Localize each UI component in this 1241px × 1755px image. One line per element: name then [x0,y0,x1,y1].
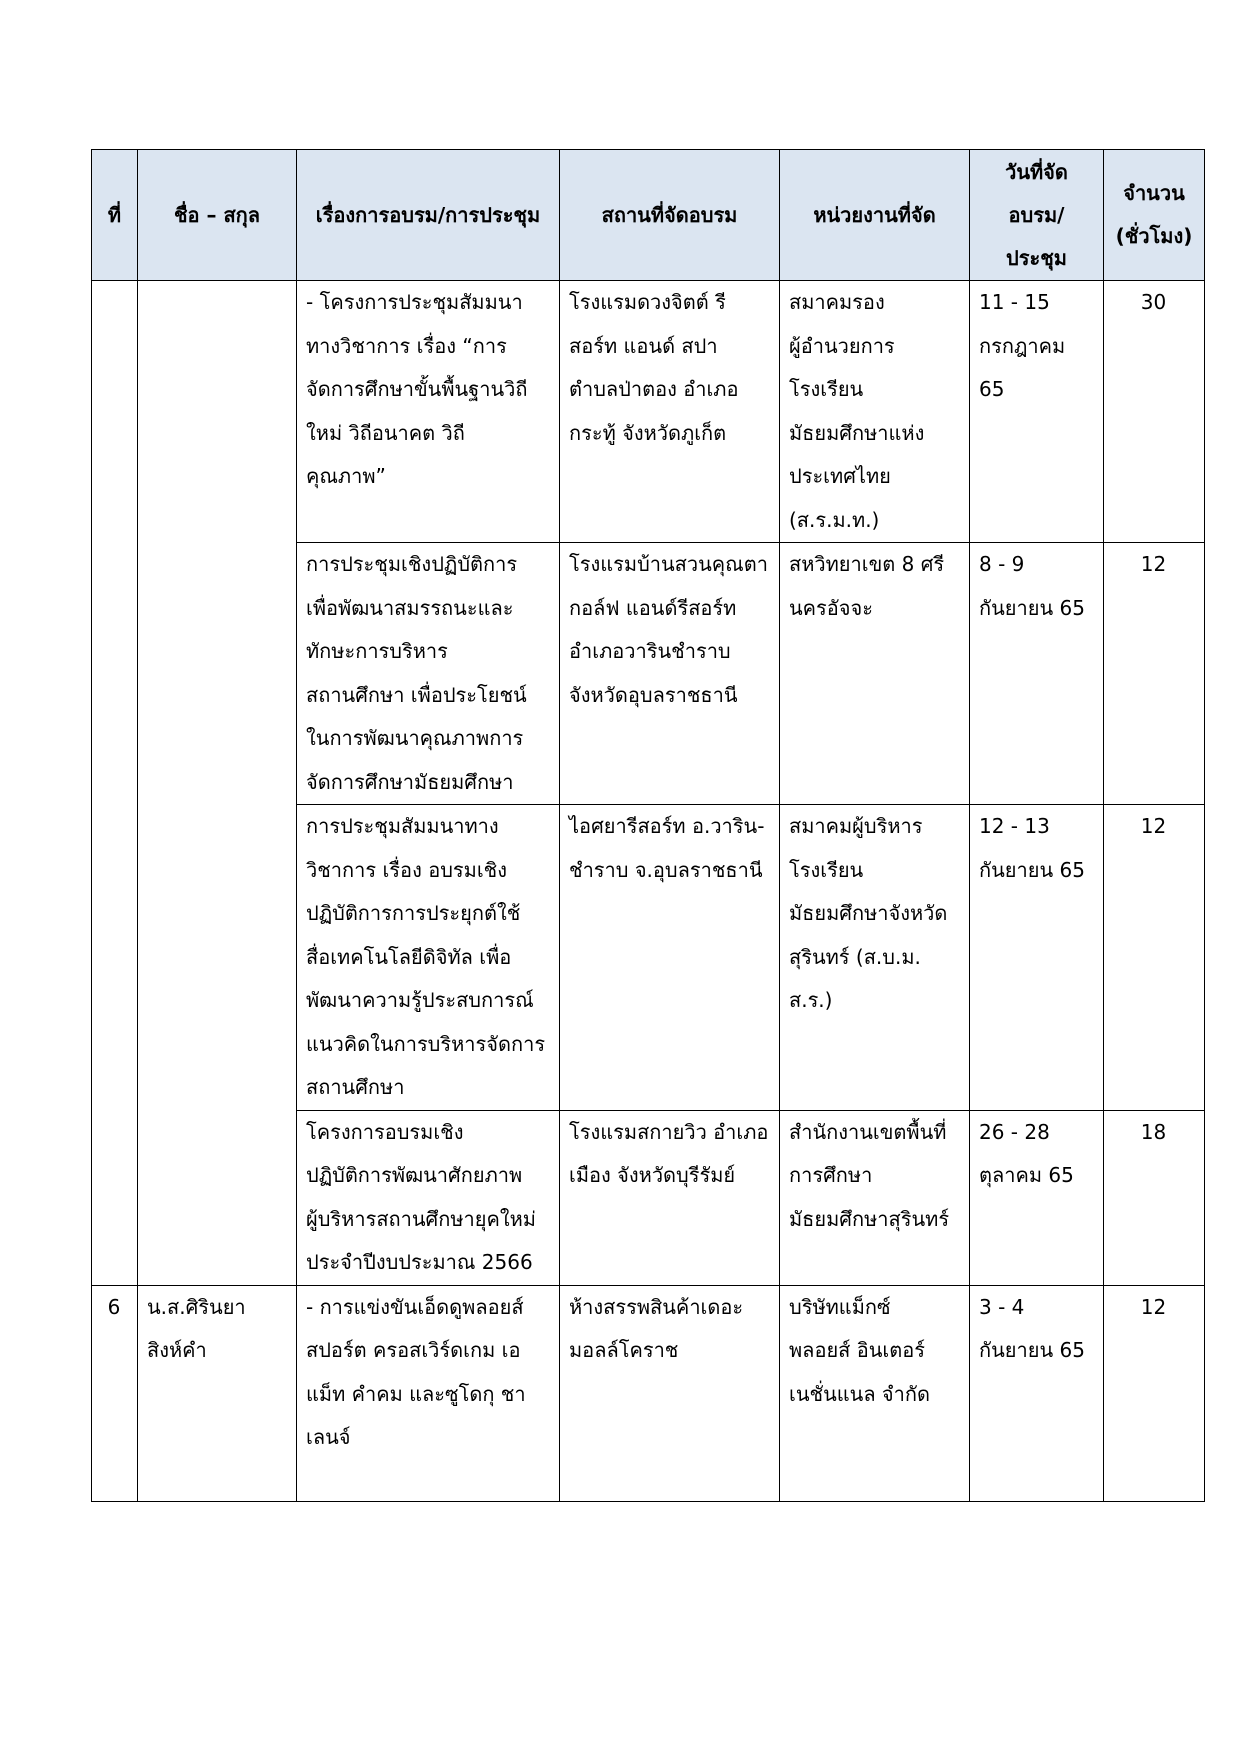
cell-venue: ห้างสรรพสินค้าเดอะ มอลล์โคราช [560,1285,780,1501]
cell-date: 3 - 4 กันยายน 65 [970,1285,1104,1501]
cell-venue: โรงแรมดวงจิตต์ รี สอร์ท แอนด์ สปา ตำบลป่าตอง อำเภอ กระทู้ จังหวัดภูเก็ต [560,281,780,543]
table-row [92,1285,1205,1501]
cell-venue: โรงแรมบ้านสวนคุณตา กอล์ฟ แอนด์รีสอร์ท อำเภอวารินชำราบ จังหวัดอุบลราชธานี [560,543,780,805]
header-organizer: หน่วยงานที่จัด [780,150,970,281]
cell-hours: 12 [1104,1285,1205,1501]
cell-no [92,281,138,1286]
cell-name [138,281,297,1286]
header-hours: จำนวน (ชั่วโมง) [1104,150,1205,281]
cell-date: 8 - 9 กันยายน 65 [970,543,1104,805]
cell-topic: การประชุมเชิงปฏิบัติการ เพื่อพัฒนาสมรรถนะและ ทักษะการบริหาร สถานศึกษา เพื่อประโยชน์ ในการพัฒนาคุณภาพการ จัดการศึกษามัธยมศึกษา [297,543,560,805]
cell-organizer: สำนักงานเขตพื้นที่ การศึกษา มัธยมศึกษาสุรินทร์ [780,1110,970,1285]
header-date: วันที่จัด อบรม/ ประชุม [970,150,1104,281]
cell-name: น.ส.ศิรินยา สิงห์คำ [138,1285,297,1501]
cell-organizer: สมาคมรอง ผู้อำนวยการ โรงเรียน มัธยมศึกษาแห่ง ประเทศไทย (ส.ร.ม.ท.) [780,281,970,543]
cell-topic: - การแข่งขันเอ็ดดูพลอยส์ สปอร์ต ครอสเวิร์ดเกม เอ แม็ท คำคม และซูโดกุ ชา เลนจ์ [297,1285,560,1501]
cell-organizer: บริษัทแม็กซ์ พลอยส์ อินเตอร์ เนชั่นแนล จำกัด [780,1285,970,1501]
cell-hours: 12 [1104,805,1205,1111]
header-topic: เรื่องการอบรม/การประชุม [297,150,560,281]
cell-venue: ไอศยารีสอร์ท อ.วาริน- ชำราบ จ.อุบลราชธานี [560,805,780,1111]
header-name: ชื่อ – สกุล [138,150,297,281]
table-header-row [92,150,1205,281]
cell-topic: การประชุมสัมมนาทาง วิชาการ เรื่อง อบรมเชิง ปฏิบัติการการประยุกต์ใช้ สื่อเทคโนโลยีดิจิทัล เพื่อ พัฒนาความรู้ประสบการณ์ แนวคิดในการบริหารจัดการ สถานศึกษา [297,805,560,1111]
cell-hours: 18 [1104,1110,1205,1285]
cell-venue: โรงแรมสกายวิว อำเภอ เมือง จังหวัดบุรีรัมย์ [560,1110,780,1285]
header-venue: สถานที่จัดอบรม [560,150,780,281]
cell-hours: 30 [1104,281,1205,543]
header-no: ที่ [92,150,138,281]
cell-topic: โครงการอบรมเชิง ปฏิบัติการพัฒนาศักยภาพ ผู้บริหารสถานศึกษายุคใหม่ ประจำปีงบประมาณ 2566 [297,1110,560,1285]
cell-date: 11 - 15 กรกฎาคม 65 [970,281,1104,543]
cell-date: 12 - 13 กันยายน 65 [970,805,1104,1111]
table-row [92,281,1205,543]
cell-hours: 12 [1104,543,1205,805]
cell-no: 6 [92,1285,138,1501]
cell-organizer: สหวิทยาเขต 8 ศรี นครอัจจะ [780,543,970,805]
training-table [91,149,1205,1502]
cell-date: 26 - 28 ตุลาคม 65 [970,1110,1104,1285]
cell-organizer: สมาคมผู้บริหาร โรงเรียน มัธยมศึกษาจังหวัด สุรินทร์ (ส.บ.ม. ส.ร.) [780,805,970,1111]
cell-topic: - โครงการประชุมสัมมนา ทางวิชาการ เรื่อง “การ จัดการศึกษาขั้นพื้นฐานวิถี ใหม่ วิถีอนาคต วิถี คุณภาพ” [297,281,560,543]
